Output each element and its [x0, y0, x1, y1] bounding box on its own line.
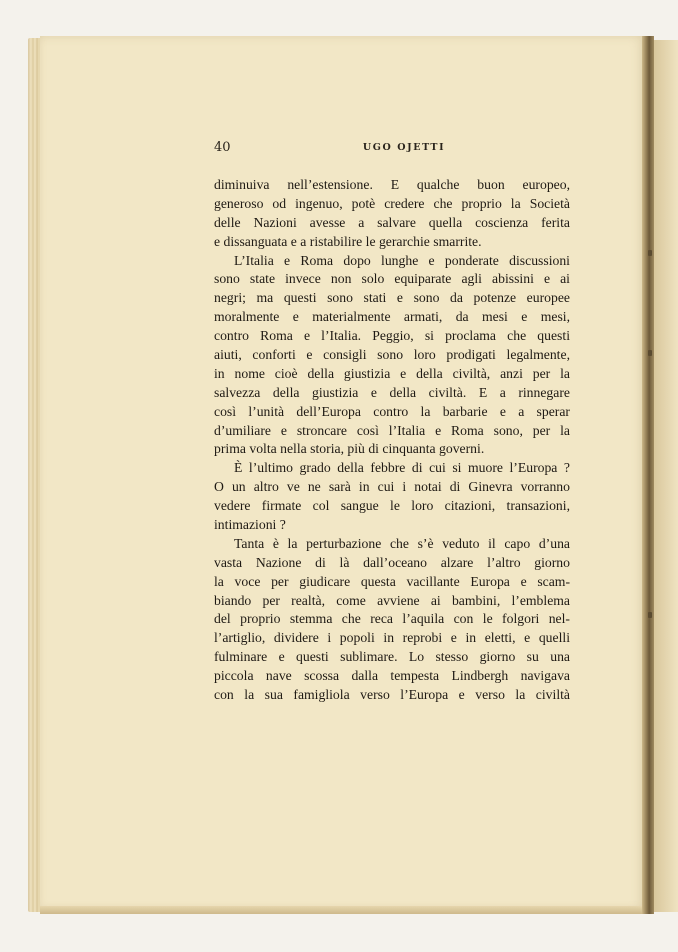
page-number: 40: [214, 140, 231, 155]
text-line: aiuti, conforti e consigli sono loro prodigati legalmente,: [214, 347, 570, 363]
text-line: con la sua famigliola verso l’Europa e verso la civiltà: [214, 687, 570, 703]
text-line: e dissanguata e a ristabilire le gerarchie smarrite.: [214, 233, 482, 249]
text-line: È l’ultimo grado della febbre di cui si muore l’Europa ?: [234, 460, 570, 476]
text-line: sono state invece non solo equiparate agli abissini e ai: [214, 271, 570, 287]
text-line: moralmente e materialmente armati, da mesi e mesi,: [214, 309, 570, 325]
text-line: piccola nave scossa dalla tempesta Lindbergh navigava: [214, 668, 570, 684]
text-line: l’artiglio, dividere i popoli in reprobi e in eletti, e quelli: [214, 630, 570, 646]
text-line: vasta Nazione di là dall’oceano alzare l’altro giorno: [214, 554, 570, 570]
book-gutter: [642, 36, 654, 914]
text-line: così l’unità dell’Europa contro la barbarie e a sperar: [214, 403, 570, 419]
text-line: del proprio stemma che reca l’aquila con le folgori nel-: [214, 611, 570, 627]
text-line: prima volta nella storia, più di cinquanta governi.: [214, 441, 485, 457]
text-line: biando per realtà, come avviene ai bambini, l’emblema: [214, 592, 570, 608]
text-line: Tanta è la perturbazione che s’è veduto il capo d’una: [234, 535, 570, 551]
running-head: UGO OJETTI: [362, 142, 446, 153]
text-line: vedere firmate col sangue le loro citazioni, transazioni,: [214, 498, 570, 514]
text-line: fulminare e questi sublimare. Lo stesso giorno su una: [214, 649, 570, 665]
text-line: L’Italia e Roma dopo lunghe e ponderate discussioni: [234, 252, 570, 268]
text-line: in nome cioè della giustizia e della civiltà, anzi per la: [214, 365, 570, 381]
text-line: contro Roma e l’Italia. Peggio, si proclama che questi: [214, 328, 570, 344]
body-text: [214, 176, 570, 705]
text-line: O un altro ve ne sarà in cui i notai di Ginevra vorranno: [214, 479, 570, 495]
binding-thread: [648, 250, 652, 256]
page-bottom-edge: [40, 906, 650, 914]
page-header: [214, 140, 570, 160]
text-line: intimazioni ?: [214, 517, 286, 533]
facing-page-edge: [654, 40, 678, 912]
text-line: la voce per giudicare questa vacillante Europa e scam-: [214, 573, 570, 589]
binding-thread: [648, 350, 652, 356]
binding-thread: [648, 612, 652, 618]
text-line: d’umiliare e stroncare così l’Italia e Roma sono, per la: [214, 422, 570, 438]
text-line: salvezza della giustizia e della civiltà. E a rinnegare: [214, 384, 570, 400]
text-line: delle Nazioni avesse a salvare quella coscienza ferita: [214, 214, 570, 230]
text-line: diminuiva nell’estensione. E qualche buon europeo,: [214, 177, 570, 192]
text-line: generoso od ingenuo, potè credere che proprio la Società: [214, 195, 570, 211]
text-line: negri; ma questi sono stati e sono da potenze europee: [214, 290, 570, 306]
